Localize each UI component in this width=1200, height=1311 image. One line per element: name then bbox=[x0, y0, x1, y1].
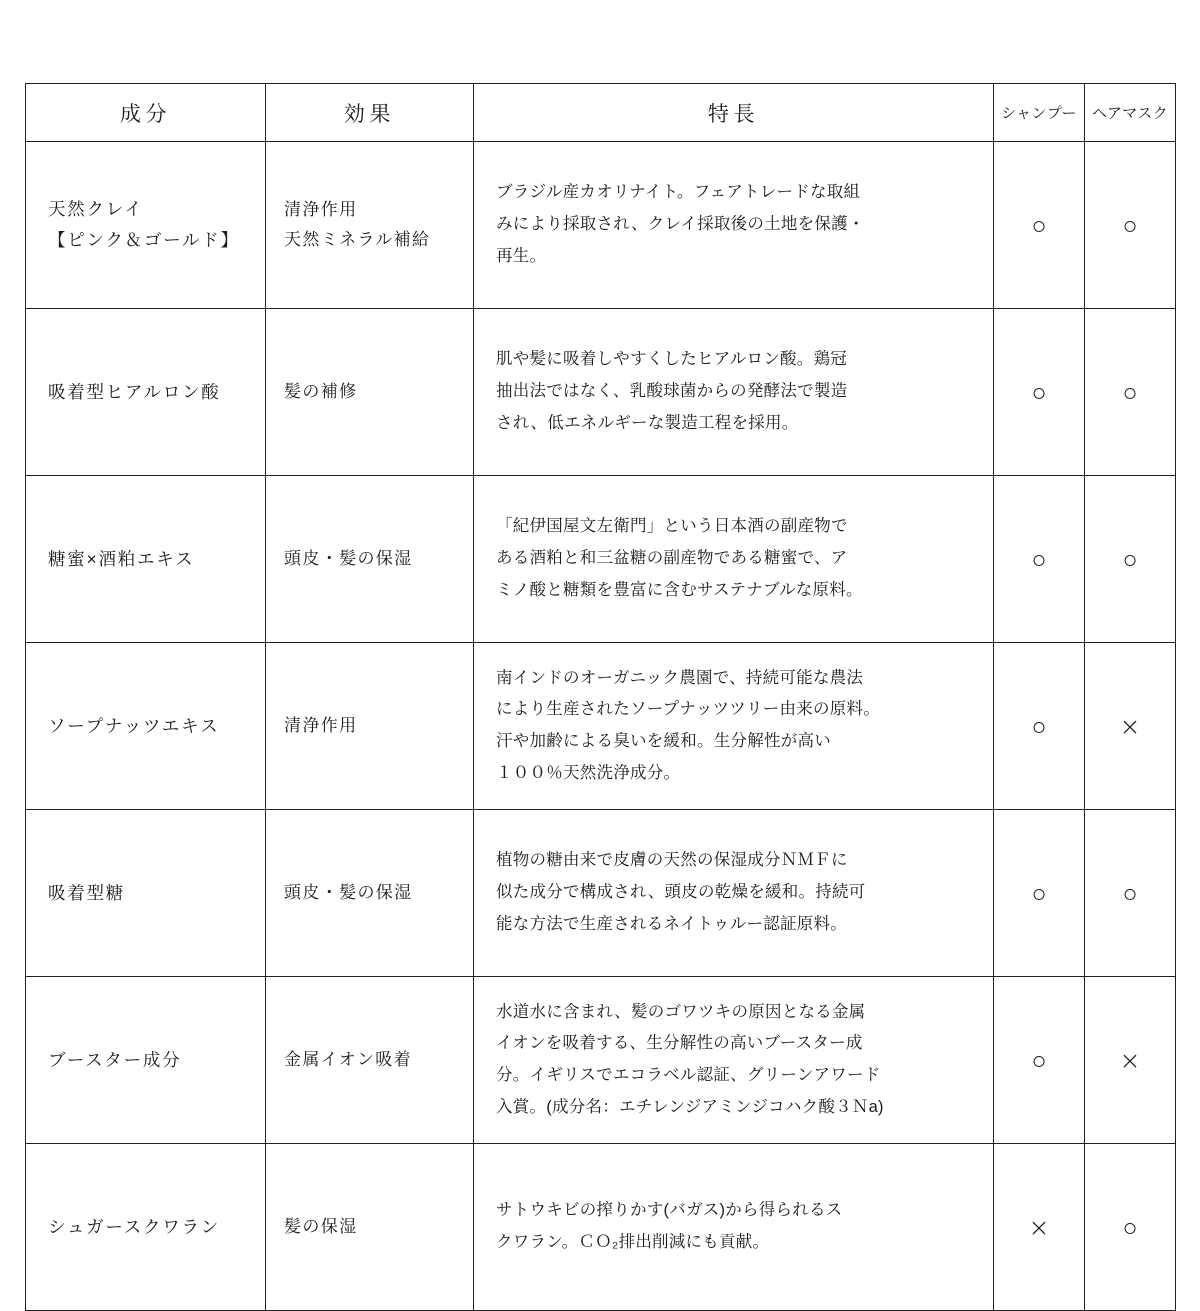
cross-mark-icon: × bbox=[1119, 711, 1141, 741]
cell-effect: 頭皮・髪の保湿 bbox=[266, 476, 474, 643]
circle-mark-icon: ○ bbox=[1031, 878, 1047, 908]
column-header-ingredient: 成分 bbox=[26, 84, 266, 142]
cell-hairmask-mark bbox=[1085, 142, 1176, 309]
circle-mark-icon: ○ bbox=[1031, 1045, 1047, 1075]
table-row bbox=[26, 309, 1176, 476]
table-row bbox=[26, 142, 1176, 309]
cell-effect: 清浄作用 天然ミネラル補給 bbox=[266, 142, 474, 309]
circle-mark-icon: ○ bbox=[1031, 377, 1047, 407]
cell-hairmask-mark bbox=[1085, 476, 1176, 643]
cell-feature: ブラジル産カオリナイト。フェアトレードな取組 みにより採取され、クレイ採取後の土地を保護・ 再生。 bbox=[474, 142, 994, 309]
cell-effect: 髪の補修 bbox=[266, 309, 474, 476]
cell-ingredient: 吸着型ヒアルロン酸 bbox=[26, 309, 266, 476]
cell-feature: 水道水に含まれ、髪のゴワツキの原因となる金属 イオンを吸着する、生分解性の高いブースター成 分。イギリスでエコラベル認証、グリーンアワード 入賞。(成分名：エチレンジアミンジコハク酸３Ｎa) bbox=[474, 977, 994, 1144]
cell-shampoo-mark bbox=[994, 142, 1085, 309]
table-row bbox=[26, 977, 1176, 1144]
table-row bbox=[26, 476, 1176, 643]
circle-mark-icon: ○ bbox=[1031, 210, 1047, 240]
circle-mark-icon: ○ bbox=[1122, 544, 1138, 574]
cell-shampoo-mark bbox=[994, 1144, 1085, 1311]
cell-effect: 髪の保湿 bbox=[266, 1144, 474, 1311]
cell-ingredient: 吸着型糖 bbox=[26, 810, 266, 977]
cell-feature: 南インドのオーガニック農園で、持続可能な農法 により生産されたソープナッツツリー由来の原料。 汗や加齢による臭いを緩和。生分解性が高い １００％天然洗浄成分。 bbox=[474, 643, 994, 810]
cell-ingredient: ブースター成分 bbox=[26, 977, 266, 1144]
cell-shampoo-mark bbox=[994, 309, 1085, 476]
cell-hairmask-mark bbox=[1085, 1144, 1176, 1311]
cross-mark-icon: × bbox=[1028, 1212, 1050, 1242]
table-row bbox=[26, 1144, 1176, 1311]
circle-mark-icon: ○ bbox=[1122, 878, 1138, 908]
cell-shampoo-mark bbox=[994, 476, 1085, 643]
circle-mark-icon: ○ bbox=[1122, 210, 1138, 240]
cell-effect: 清浄作用 bbox=[266, 643, 474, 810]
cell-hairmask-mark bbox=[1085, 643, 1176, 810]
cell-ingredient: シュガースクワラン bbox=[26, 1144, 266, 1311]
column-header-shampoo: シャンプー bbox=[994, 84, 1085, 142]
column-header-hairmask: ヘアマスク bbox=[1085, 84, 1176, 142]
circle-mark-icon: ○ bbox=[1031, 544, 1047, 574]
cell-shampoo-mark bbox=[994, 810, 1085, 977]
cell-shampoo-mark bbox=[994, 977, 1085, 1144]
cell-hairmask-mark bbox=[1085, 977, 1176, 1144]
cell-ingredient: ソープナッツエキス bbox=[26, 643, 266, 810]
cell-ingredient: 天然クレイ 【ピンク＆ゴールド】 bbox=[26, 142, 266, 309]
cell-feature: 「紀伊国屋文左衛門」という日本酒の副産物で ある酒粕と和三盆糖の副産物である糖蜜で、ア ミノ酸と糖類を豊富に含むサステナブルな原料。 bbox=[474, 476, 994, 643]
table-row bbox=[26, 810, 1176, 977]
header-row bbox=[26, 84, 1176, 142]
table-row bbox=[26, 643, 1176, 810]
cell-hairmask-mark bbox=[1085, 309, 1176, 476]
circle-mark-icon: ○ bbox=[1122, 377, 1138, 407]
cell-hairmask-mark bbox=[1085, 810, 1176, 977]
column-header-feature: 特長 bbox=[474, 84, 994, 142]
cell-feature: 肌や髪に吸着しやすくしたヒアルロン酸。鶏冠 抽出法ではなく、乳酸球菌からの発酵法で製造 され、低エネルギーな製造工程を採用。 bbox=[474, 309, 994, 476]
circle-mark-icon: ○ bbox=[1122, 1212, 1138, 1242]
cell-effect: 金属イオン吸着 bbox=[266, 977, 474, 1144]
cell-ingredient: 糖蜜×酒粕エキス bbox=[26, 476, 266, 643]
circle-mark-icon: ○ bbox=[1031, 711, 1047, 741]
table-header bbox=[26, 84, 1176, 142]
table-body bbox=[26, 142, 1176, 1311]
cell-effect: 頭皮・髪の保湿 bbox=[266, 810, 474, 977]
cell-shampoo-mark bbox=[994, 643, 1085, 810]
cell-feature: サトウキビの搾りかす(バガス)から得られるス クワラン。ＣＯ₂排出削減にも貢献。 bbox=[474, 1144, 994, 1311]
cross-mark-icon: × bbox=[1119, 1045, 1141, 1075]
ingredients-table bbox=[25, 83, 1176, 1311]
column-header-effect: 効果 bbox=[266, 84, 474, 142]
cell-feature: 植物の糖由来で皮膚の天然の保湿成分ＮＭＦに 似た成分で構成され、頭皮の乾燥を緩和。持続可 能な方法で生産されるネイトゥルー認証原料。 bbox=[474, 810, 994, 977]
